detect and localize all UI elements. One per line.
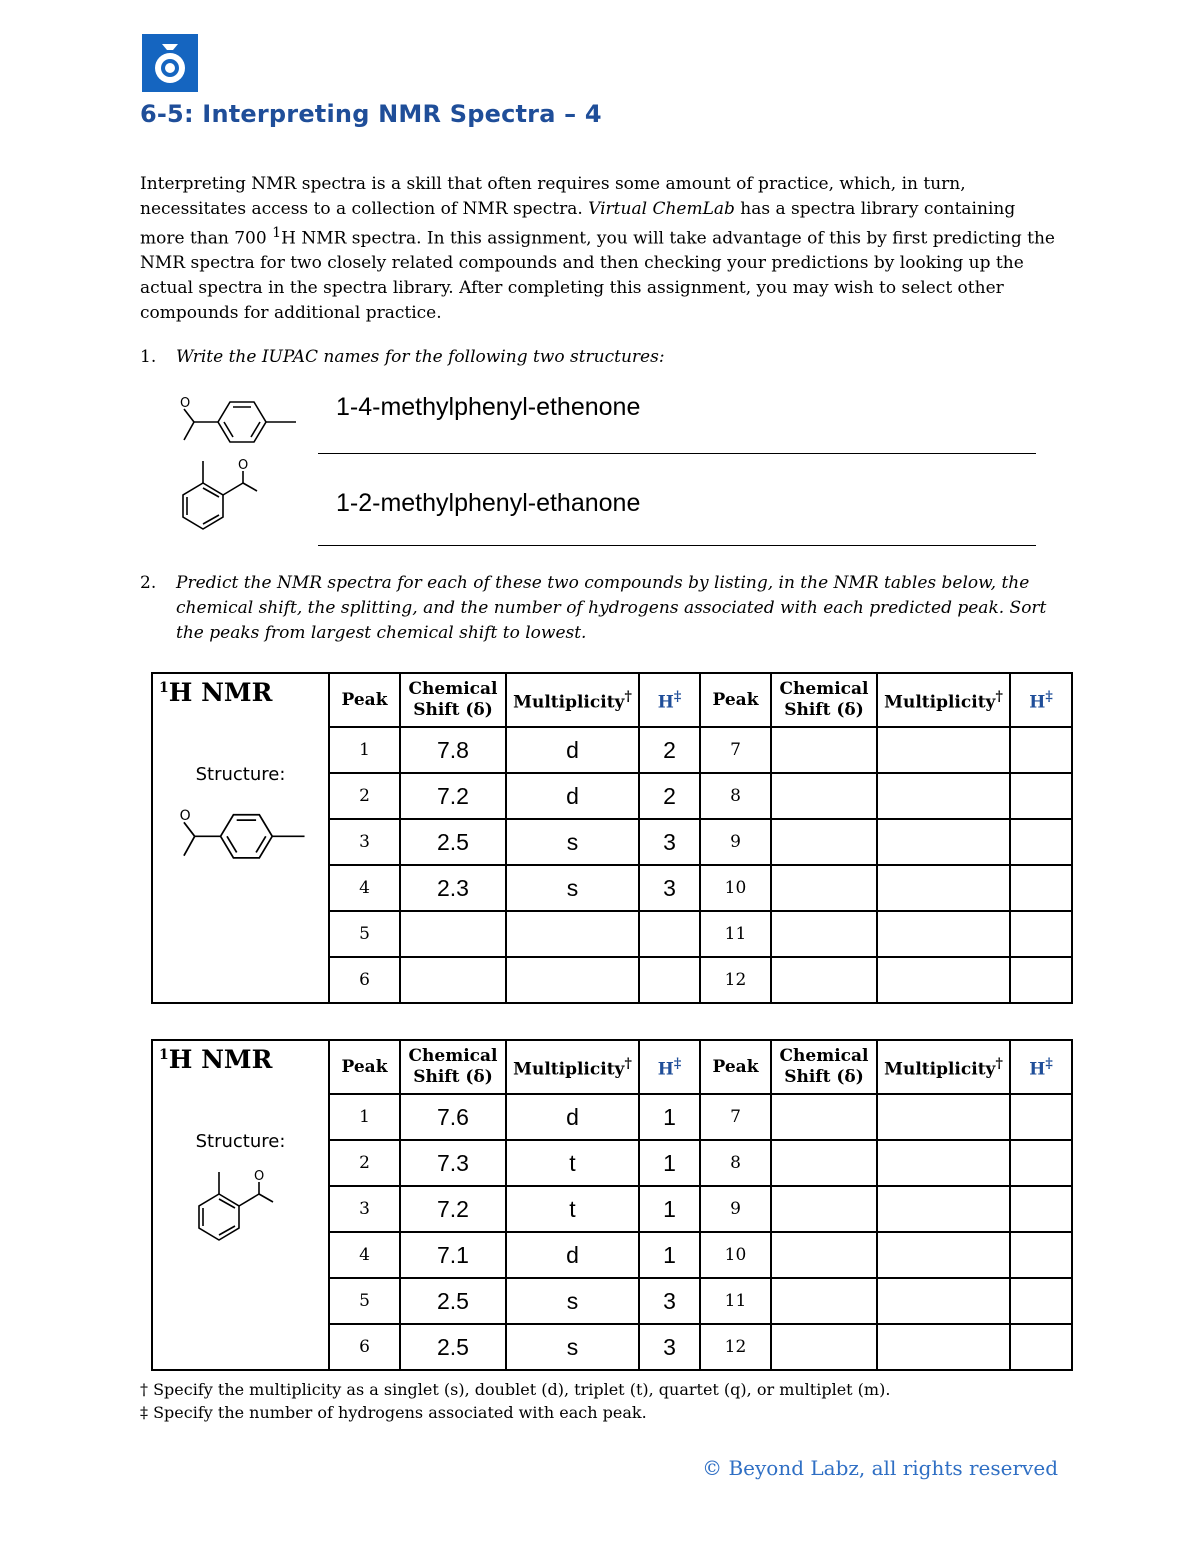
table-row: 4 7.1 d 1 10 (152, 1232, 1072, 1278)
multiplicity-cell[interactable]: t (506, 1186, 639, 1232)
col-h-header: H‡ (1010, 1040, 1072, 1094)
col-shift-header: Chemical Shift (δ) (400, 673, 506, 727)
h-cell[interactable] (1010, 1186, 1072, 1232)
shift-cell[interactable] (771, 1232, 877, 1278)
multiplicity-cell[interactable] (877, 819, 1010, 865)
shift-cell[interactable] (771, 865, 877, 911)
question-2: 2. Predict the NMR spectra for each of these two compounds by listing, in the NMR tables below, the chemical shift, the splitting, and the number of hydrogens associated with each predicted peak. Sort the peaks from largest chemical shift to lowest. (140, 573, 1047, 643)
multiplicity-cell[interactable]: s (506, 865, 639, 911)
shift-cell[interactable]: 2.3 (400, 865, 506, 911)
multiplicity-cell[interactable] (877, 1324, 1010, 1370)
shift-cell[interactable] (400, 957, 506, 1003)
h-cell[interactable] (1010, 1324, 1072, 1370)
table-row: 3 7.2 t 1 9 (152, 1186, 1072, 1232)
multiplicity-cell[interactable] (877, 1186, 1010, 1232)
ortho-methylacetophenone-structure (191, 1159, 301, 1253)
para-methylacetophenone-structure (171, 800, 311, 864)
multiplicity-cell[interactable] (877, 1278, 1010, 1324)
table-row: 2 7.3 t 1 8 (152, 1140, 1072, 1186)
shift-cell[interactable] (771, 727, 877, 773)
ortho-methylacetophenone-structure (175, 455, 285, 535)
answer-line-2 (318, 545, 1036, 546)
structure-label: Structure: (195, 764, 286, 785)
table-row: 5 2.5 s 3 11 (152, 1278, 1072, 1324)
footnote-multiplicity: † Specify the multiplicity as a singlet (s), doublet (d), triplet (t), quartet (q), or multiplet (m). (140, 1380, 891, 1399)
answer-2[interactable]: 1-2-methylphenyl-ethanone (336, 489, 641, 517)
structure-cell-2 (152, 1040, 329, 1370)
copyright-footer: © Beyond Labz, all rights reserved (702, 1456, 1058, 1480)
table-row: 1 7.8 d 2 7 (152, 727, 1072, 773)
shift-cell[interactable] (771, 773, 877, 819)
oxygen-atom-label: O (179, 808, 191, 825)
h-cell[interactable]: 3 (639, 819, 700, 865)
flask-logo-icon (142, 34, 198, 92)
table-row: 5 11 (152, 911, 1072, 957)
shift-cell[interactable] (771, 911, 877, 957)
multiplicity-cell[interactable]: d (506, 773, 639, 819)
table-row: 2 7.2 d 2 8 (152, 773, 1072, 819)
h-cell[interactable]: 1 (639, 1094, 700, 1140)
h-cell[interactable]: 1 (639, 1186, 700, 1232)
col-h-header: H‡ (1010, 673, 1072, 727)
multiplicity-cell[interactable]: s (506, 1324, 639, 1370)
multiplicity-cell[interactable] (877, 773, 1010, 819)
col-multiplicity-header: Multiplicity† (877, 1040, 1010, 1094)
shift-cell[interactable]: 2.5 (400, 1324, 506, 1370)
multiplicity-cell[interactable]: s (506, 819, 639, 865)
oxygen-atom-label: O (238, 458, 249, 473)
shift-cell[interactable]: 7.6 (400, 1094, 506, 1140)
shift-cell[interactable] (771, 1094, 877, 1140)
col-multiplicity-header: Multiplicity† (506, 673, 639, 727)
shift-cell[interactable]: 7.8 (400, 727, 506, 773)
answer-line-1 (318, 453, 1036, 454)
multiplicity-cell[interactable]: t (506, 1140, 639, 1186)
h-cell[interactable]: 3 (639, 865, 700, 911)
beyond-labz-logo (142, 34, 198, 92)
h-cell[interactable] (639, 957, 700, 1003)
multiplicity-cell[interactable]: d (506, 1094, 639, 1140)
para-methylacetophenone-structure (172, 392, 302, 444)
col-h-header: H‡ (639, 1040, 700, 1094)
h-cell[interactable] (1010, 773, 1072, 819)
multiplicity-cell[interactable]: s (506, 1278, 639, 1324)
table-row: 4 2.3 s 3 10 (152, 865, 1072, 911)
shift-cell[interactable] (771, 1324, 877, 1370)
multiplicity-cell[interactable]: d (506, 727, 639, 773)
col-multiplicity-header: Multiplicity† (877, 673, 1010, 727)
h-cell[interactable]: 3 (639, 1324, 700, 1370)
multiplicity-cell[interactable] (506, 911, 639, 957)
nmr-table-2 (151, 1039, 1073, 1371)
nmr-table-1 (151, 672, 1073, 1004)
col-shift-header: Chemical Shift (δ) (771, 1040, 877, 1094)
multiplicity-cell[interactable] (506, 957, 639, 1003)
col-shift-header: Chemical Shift (δ) (400, 1040, 506, 1094)
answer-1[interactable]: 1-4-methylphenyl-ethenone (336, 393, 641, 421)
h-cell[interactable] (1010, 1278, 1072, 1324)
h-cell[interactable] (1010, 1140, 1072, 1186)
h-cell[interactable] (1010, 1094, 1072, 1140)
multiplicity-cell[interactable] (877, 727, 1010, 773)
col-multiplicity-header: Multiplicity† (506, 1040, 639, 1094)
shift-cell[interactable] (771, 1278, 877, 1324)
multiplicity-cell[interactable]: d (506, 1232, 639, 1278)
table-row: 3 2.5 s 3 9 (152, 819, 1072, 865)
col-h-header: H‡ (639, 673, 700, 727)
h-cell[interactable] (1010, 911, 1072, 957)
col-shift-header: Chemical Shift (δ) (771, 673, 877, 727)
nmr-label: $^1$H NMR (159, 1045, 273, 1074)
oxygen-atom-label: O (180, 396, 191, 411)
h-cell[interactable]: 2 (639, 727, 700, 773)
structure-label: Structure: (195, 1131, 286, 1152)
multiplicity-cell[interactable] (877, 1232, 1010, 1278)
shift-cell[interactable] (771, 1140, 877, 1186)
shift-cell[interactable]: 7.2 (400, 773, 506, 819)
shift-cell[interactable] (771, 1186, 877, 1232)
h-cell[interactable]: 3 (639, 1278, 700, 1324)
h-cell[interactable]: 1 (639, 1232, 700, 1278)
page-title: 6-5: Interpreting NMR Spectra – 4 (140, 100, 602, 128)
shift-cell[interactable]: 7.3 (400, 1140, 506, 1186)
multiplicity-cell[interactable] (877, 1140, 1010, 1186)
multiplicity-cell[interactable] (877, 865, 1010, 911)
shift-cell[interactable]: 2.5 (400, 819, 506, 865)
footnote-hydrogens: ‡ Specify the number of hydrogens associated with each peak. (140, 1403, 647, 1422)
multiplicity-cell[interactable] (877, 957, 1010, 1003)
shift-cell[interactable]: 7.2 (400, 1186, 506, 1232)
shift-cell[interactable]: 7.1 (400, 1232, 506, 1278)
intro-paragraph: Interpreting NMR spectra is a skill that often requires some amount of practice, which, in turn, necessitates access to a collection of NMR spectra. Virtual ChemLab has a spectra library containing more than 700 $^1$H NMR spectra. In this assignment, you will take advantage of this by first predicting the NMR spectra for two closely related compounds and then checking your predictions by looking up the actual spectra in the spectra library. After completing this assignment, you may wish to select other compounds for additional practice. (140, 174, 1055, 323)
col-peak-header: Peak (700, 1040, 771, 1094)
shift-cell[interactable] (771, 819, 877, 865)
shift-cell[interactable] (400, 911, 506, 957)
h-cell[interactable] (1010, 727, 1072, 773)
col-peak-header: Peak (329, 1040, 400, 1094)
h-cell[interactable]: 2 (639, 773, 700, 819)
col-peak-header: Peak (329, 673, 400, 727)
oxygen-atom-label: O (254, 1169, 265, 1184)
structure-cell-1 (152, 673, 329, 1003)
multiplicity-cell[interactable] (877, 1094, 1010, 1140)
table-row: 1 7.6 d 1 7 (152, 1094, 1072, 1140)
question-1: 1. Write the IUPAC names for the following two structures: (140, 347, 665, 367)
h-cell[interactable] (1010, 865, 1072, 911)
h-cell[interactable]: 1 (639, 1140, 700, 1186)
shift-cell[interactable]: 2.5 (400, 1278, 506, 1324)
nmr-label: $^1$H NMR (159, 678, 273, 707)
multiplicity-cell[interactable] (877, 911, 1010, 957)
h-cell[interactable] (1010, 957, 1072, 1003)
table-row: 6 12 (152, 957, 1072, 1003)
table-row: 6 2.5 s 3 12 (152, 1324, 1072, 1370)
h-cell[interactable] (639, 911, 700, 957)
shift-cell[interactable] (771, 957, 877, 1003)
h-cell[interactable] (1010, 819, 1072, 865)
h-cell[interactable] (1010, 1232, 1072, 1278)
col-peak-header: Peak (700, 673, 771, 727)
